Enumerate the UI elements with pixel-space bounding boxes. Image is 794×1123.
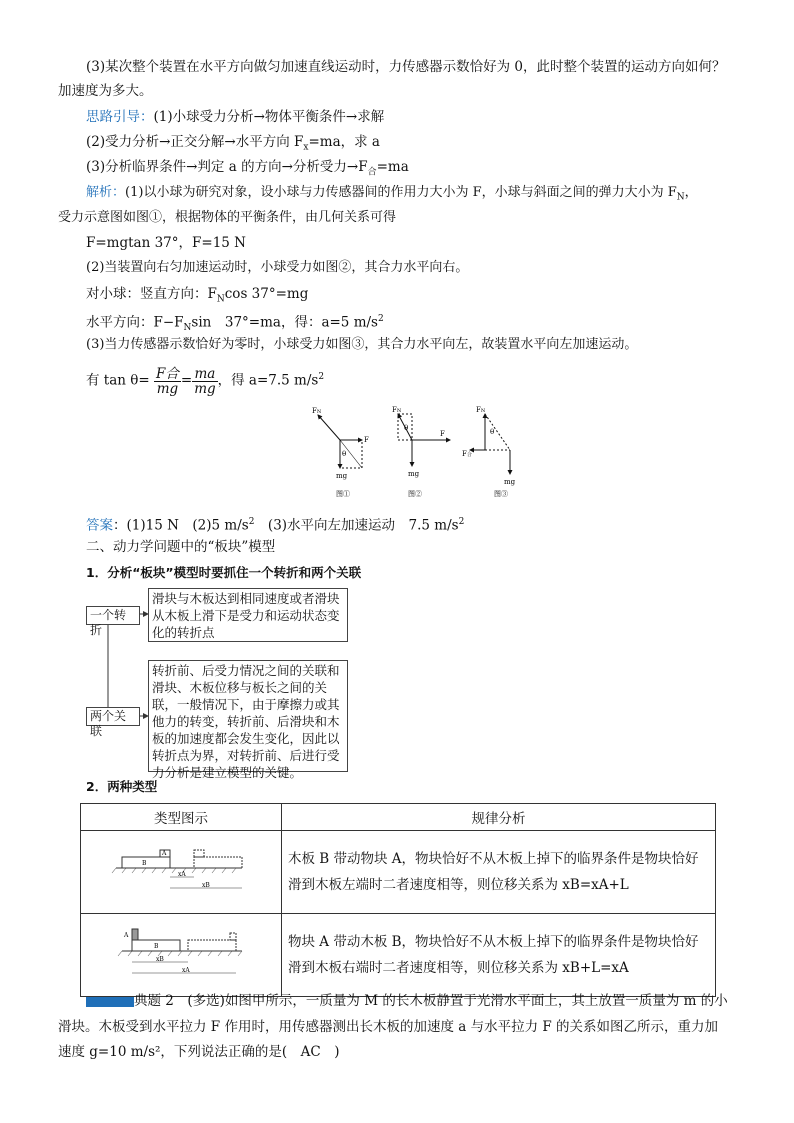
box-link-desc: 转折前、后受力情况之间的关联和滑块、木板位移与板长之间的关联，一般情况下，由于摩擦力或其他力的转变，转折前、后滑块和木板的加速度都会发生变化，因此以转折点为界，对转折前、后进行受力分析是建立模型的关键。	[148, 660, 348, 772]
row1-label-xA: xA	[178, 871, 186, 878]
f2-caption: 图②	[408, 490, 422, 498]
s3eq-den1: mg	[156, 380, 179, 397]
box-turn: 一个转折	[86, 606, 140, 625]
s3eq-num2: ma	[192, 367, 217, 382]
f3-Fhe: F合	[462, 450, 472, 458]
answer-line: 答案：(1)15 N (2)5 $m/s^2$ (3)水平向左加速运动 7.5 $m/s^2$	[86, 517, 465, 534]
hint-line3	[86, 158, 409, 182]
s3eq-pre: 有 tan θ=	[86, 372, 150, 389]
answer-text2: (3)水平向左加速运动 7.5 m/s	[254, 517, 459, 534]
f3-caption: 图③	[494, 490, 508, 498]
example-tag: 典题 2	[134, 993, 174, 1009]
f1-F: F	[364, 436, 369, 444]
sol-s1a: (1)以小球为研究对象，设小球与力传感器间的作用力大小为 F，小球与斜面之间的弹力大小为 F	[125, 185, 677, 200]
board-diagram-2	[82, 915, 278, 991]
s3eq-num1: F合	[156, 365, 179, 382]
row2-text: 物块 A 带动木板 B，物块恰好不从木板上掉下的临界条件是物块恰好滑到木板右端时二者速度相等，则位移关系为 xB+L=xA	[282, 914, 716, 997]
row1-label-A: A	[162, 850, 167, 857]
types-table	[80, 803, 716, 997]
figure-2	[392, 406, 450, 498]
hint-line1: 思路引导：(1)小球受力分析→物体平衡条件→求解	[86, 109, 385, 125]
hint-p2a: (2)受力分析→正交分解→水平方向 F	[86, 134, 304, 150]
example-tag-bar	[86, 997, 134, 1007]
hint-p3sub: 合	[367, 167, 377, 178]
f1-caption: 图①	[336, 490, 350, 498]
example-line2: 滑块。木板受到水平拉力 F 作用时，用传感器测出长木板的加速度 a 与水平拉力 F 的关系如图乙所示，重力加	[58, 1019, 719, 1035]
figure-1	[312, 407, 369, 498]
force-diagrams	[300, 400, 530, 500]
f3-theta: θ	[490, 428, 495, 436]
sol-eq1: F=mgtan 37°，F=15 N	[86, 235, 246, 251]
th-analysis: 规律分析	[282, 804, 716, 831]
th-type: 类型图示	[81, 804, 282, 831]
example-line1	[86, 992, 728, 1010]
f3-mg: mg	[504, 478, 516, 486]
row2-label-B: B	[154, 943, 159, 950]
hint-p3a: (3)分析临界条件→判定 a 的方向→分析受力→F	[86, 159, 368, 175]
sol-s2b2: sin 37°=ma，得：a=5 m/s	[191, 314, 378, 331]
sol-s2: (2)当装置向右匀加速运动时，小球受力如图②，其合力水平向右。	[86, 260, 469, 275]
section2-title: 二、动力学问题中的“板块”模型	[86, 539, 276, 555]
s3eq-post: ，得 a=7.5 m/s	[217, 372, 319, 389]
answer-label: 答案	[86, 517, 113, 534]
sol-s2b: 水平方向：$F-F_N\sin$ 37°=ma，得：a=5 $m/s^2$	[86, 314, 384, 334]
f1-theta: θ	[342, 450, 347, 458]
sol-s3eq: 有 tan θ= $\frac{\text{F合}}{mg}$ = $\frac{ma}{mg}$ ，得 a=7.5 $m/s^2$	[86, 365, 325, 397]
section2-sub1: 1．分析“板块”模型时要抓住一个转折和两个关联	[86, 565, 362, 580]
answer-text: ：(1)15 N (2)5 m/s	[113, 517, 249, 534]
row1-text: 木板 B 带动物块 A，物块恰好不从木板上掉下的临界条件是物块恰好滑到木板左端时二者速度相等，则位移关系为 xB=xA+L	[282, 831, 716, 914]
example-line3: 速度 g=10 m/s²，下列说法正确的是( AC )	[58, 1044, 340, 1060]
solution-label: 解析	[86, 185, 113, 200]
q3-line1: (3)某次整个装置在水平方向做匀加速直线运动时，力传感器示数恰好为 0，此时整个装置的运动方向如何？	[86, 59, 726, 75]
sol-line2: 受力示意图如图①，根据物体的平衡条件，由几何关系可得	[58, 210, 397, 225]
f2-theta: θ	[404, 424, 409, 432]
s3eq-den2: mg	[194, 380, 216, 397]
f2-mg: mg	[408, 470, 420, 478]
f1-FN: FN	[312, 407, 322, 415]
f3-FN: FN	[476, 406, 486, 414]
hint-line2: (2)受力分析→正交分解→水平方向 $F_x=ma$，求 a	[86, 134, 380, 153]
board-diagram-1	[82, 832, 278, 908]
sol-s2b-text: 水平方向：F−F	[86, 314, 184, 331]
box-turn-desc: 滑块与木板达到相同速度或者滑块从木板上滑下是受力和运动状态变化的转折点	[148, 588, 348, 642]
sol-s2a-text: 对小球：竖直方向：F	[86, 286, 217, 302]
row2-label-xB: xB	[156, 956, 164, 963]
hint-p1: (1)小球受力分析→物体平衡条件→求解	[153, 109, 385, 125]
row2-label-xA: xA	[182, 967, 190, 974]
hint-p3b: =ma	[376, 159, 409, 175]
sol-s2a2: cos 37°=mg	[224, 286, 309, 302]
row2-diagram	[81, 914, 282, 997]
row1-label-xB: xB	[202, 882, 210, 889]
f1-mg: mg	[336, 472, 348, 480]
section2-sub2: 2．两种类型	[86, 779, 158, 794]
sol-s3: (3)当力传感器示数恰好为零时，小球受力如图③，其合力水平向左，故装置水平向左加速运动。	[86, 337, 638, 352]
f2-F: F	[440, 430, 445, 438]
figure-3	[462, 406, 516, 498]
hint-p2b: =ma，求 a	[308, 134, 380, 150]
box-link: 两个关联	[86, 707, 140, 726]
row1-label-B: B	[142, 860, 147, 867]
sol-line1: 解析：(1)以小球为研究对象，设小球与力传感器间的作用力大小为 F，小球与斜面之间的弹力大小为 $F_N$，	[86, 185, 698, 203]
example-text1: (多选)如图甲所示，一质量为 M 的长木板静置于光滑水平面上，其上放置一质量为 m 的小	[187, 993, 728, 1009]
q3-line2: 加速度为多大。	[58, 83, 153, 99]
sol-s2a: 对小球：竖直方向：$F_N\cos$ 37°=mg	[86, 286, 309, 305]
hint-label: 思路引导	[86, 109, 140, 125]
row1-diagram	[81, 831, 282, 914]
f2-FN: FN	[392, 406, 402, 414]
row2-label-A: A	[124, 932, 129, 939]
